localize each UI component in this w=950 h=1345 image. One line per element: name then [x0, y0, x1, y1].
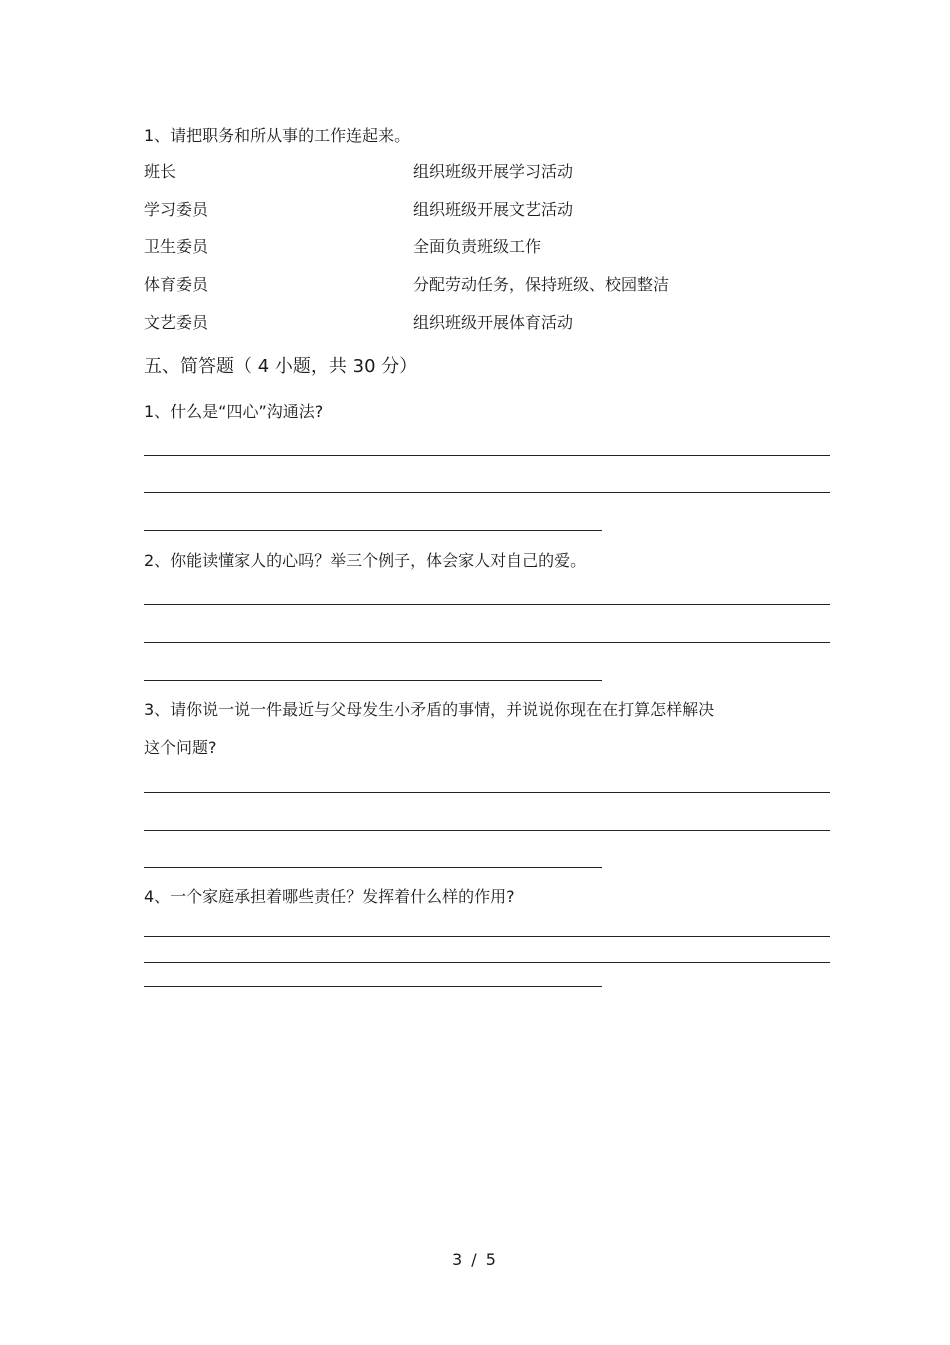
- answer-line[interactable]: [144, 604, 830, 605]
- matching-prompt: 1、请把职务和所从事的工作连起来。: [144, 126, 411, 145]
- answer-line[interactable]: [144, 962, 830, 963]
- answer-line[interactable]: [144, 455, 830, 456]
- role-item: 班长: [144, 162, 177, 181]
- answer-line[interactable]: [144, 986, 602, 987]
- answer-line[interactable]: [144, 642, 830, 643]
- answer-line[interactable]: [144, 492, 830, 493]
- duty-item: 分配劳动任务，保持班级、校园整洁: [413, 275, 670, 294]
- role-item: 体育委员: [144, 275, 209, 294]
- role-item: 学习委员: [144, 200, 209, 219]
- duty-item: 全面负责班级工作: [413, 237, 542, 256]
- question-text-continued: 这个问题?: [144, 738, 217, 757]
- answer-line[interactable]: [144, 830, 830, 831]
- question-text: 2、你能读懂家人的心吗？举三个例子，体会家人对自己的爱。: [144, 551, 587, 570]
- section-heading: 五、简答题（ 4 小题，共 30 分）: [144, 356, 418, 377]
- duty-item: 组织班级开展学习活动: [413, 162, 574, 181]
- answer-line[interactable]: [144, 936, 830, 937]
- role-item: 卫生委员: [144, 237, 209, 256]
- page-number: 3 / 5: [452, 1250, 498, 1269]
- duty-item: 组织班级开展体育活动: [413, 313, 574, 332]
- answer-line[interactable]: [144, 530, 602, 531]
- answer-line[interactable]: [144, 867, 602, 868]
- answer-line[interactable]: [144, 680, 602, 681]
- role-item: 文艺委员: [144, 313, 209, 332]
- answer-line[interactable]: [144, 792, 830, 793]
- duty-item: 组织班级开展文艺活动: [413, 200, 574, 219]
- question-text: 1、什么是“四心”沟通法?: [144, 402, 324, 421]
- question-text: 4、一个家庭承担着哪些责任？发挥着什么样的作用?: [144, 887, 515, 906]
- question-text: 3、请你说一说一件最近与父母发生小矛盾的事情，并说说你现在在打算怎样解决: [144, 700, 715, 719]
